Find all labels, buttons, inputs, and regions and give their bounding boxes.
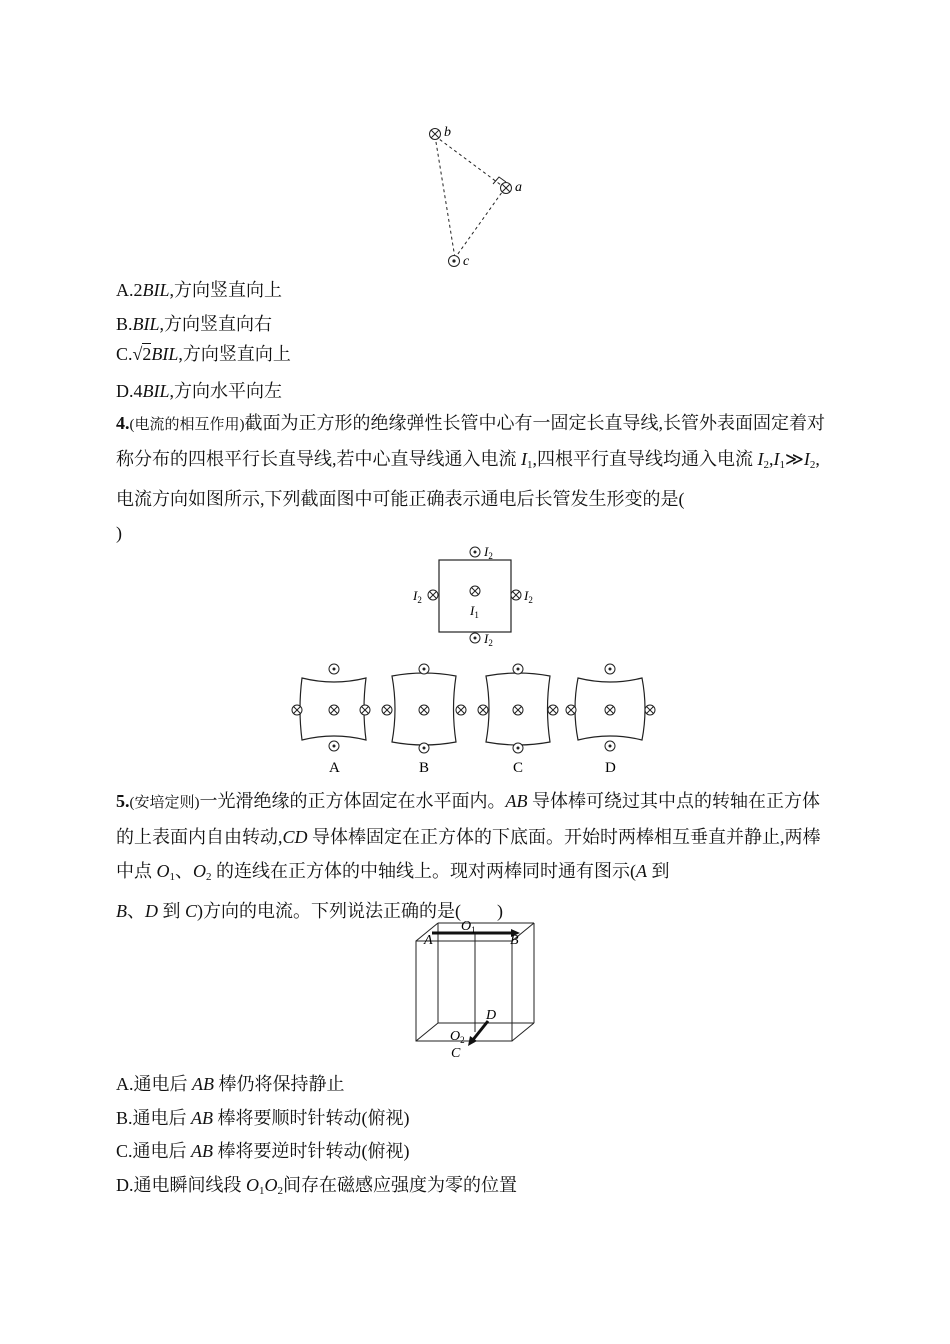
wire-b-cross-icon (430, 129, 441, 140)
label-c: c (463, 254, 470, 269)
svg-text:B: B (510, 933, 519, 948)
wire-right-cross-icon (511, 590, 521, 600)
q4-option-diagrams (288, 660, 660, 780)
label-a: a (515, 180, 522, 195)
q3-option-c: C.√2BIL,方向竖直向上 (116, 344, 291, 364)
q3-triangle-diagram (405, 118, 545, 273)
q5-option-d: D.通电瞬间线段 $O_1O_2$间存在磁感应强度为零的位置 (116, 1175, 517, 1197)
rod-cd (472, 1021, 488, 1041)
q5-question: 5.(安培定则)一光滑绝缘的正方体固定在水平面内。AB 导体棒可绕过其中点的转轴在正方体的上表面内自由转动,CD 导体棒固定在正方体的下底面。开始时两棒相互垂直并静止,两棒中点 $O_1$、$O_2$ 的连线在正方体的中轴线上。现对两棒同时通有图示(A 到 B、D 到 C)方向的电流。下列说法正确的是( ) (116, 791, 821, 921)
q5-cube-diagram (410, 915, 560, 1065)
q3-option-b: B.BIL,方向竖直向右 (116, 314, 273, 334)
q5-option-b: B.通电后 AB 棒将要顺时针转动(俯视) (116, 1108, 410, 1128)
label-b: b (444, 125, 451, 140)
svg-text:A: A (424, 933, 433, 948)
q4-main-diagram (405, 540, 550, 650)
wire-c-dot-icon (449, 256, 460, 267)
option-label-d: D (605, 760, 616, 776)
svg-text:O1: $O_1$ (461, 919, 476, 935)
svg-text:O2: $O_2$ (450, 1029, 465, 1045)
option-label-a: A (329, 760, 340, 776)
q3-option-d: D.4BIL,方向水平向左 (116, 381, 282, 401)
option-label-b: B (419, 760, 430, 776)
svg-text:I1: $I_1$ (470, 603, 479, 620)
svg-text:I2: $I_2$ (413, 588, 422, 605)
sqrt-symbol: √2 (132, 344, 152, 364)
wire-a-cross-icon (501, 183, 512, 194)
wire-left-cross-icon (428, 590, 438, 600)
q5-option-c: C.通电后 AB 棒将要逆时针转动(俯视) (116, 1141, 410, 1161)
svg-text:D: D (486, 1008, 497, 1023)
q4-question: 4.(电流的相互作用)截面为正方形的绝缘弹性长管中心有一固定长直导线,长管外表面固定着对称分布的四根平行长直导线,若中心直导线通入电流 $I_1$,四根平行直导线均通入电流 $I_2,I_1≫I_2$,电流方向如图所示,下列截面图中可能正确表示通电后长管发生形变的是( ) (116, 413, 825, 543)
svg-text:I2: $I_2$ (524, 588, 533, 605)
svg-text:C: C (451, 1046, 461, 1061)
wire-center-cross-icon (470, 586, 480, 596)
svg-text:I2: $I_2$ (484, 631, 493, 648)
wire-bottom-dot-icon (470, 633, 480, 643)
wire-top-dot-icon (470, 547, 480, 557)
svg-text:I2: $I_2$ (484, 544, 493, 561)
q5-option-a: A.通电后 AB 棒仍将保持静止 (116, 1074, 345, 1094)
option-label-c: C (513, 760, 524, 776)
q3-option-a: A.2BIL,方向竖直向上 (116, 280, 282, 300)
